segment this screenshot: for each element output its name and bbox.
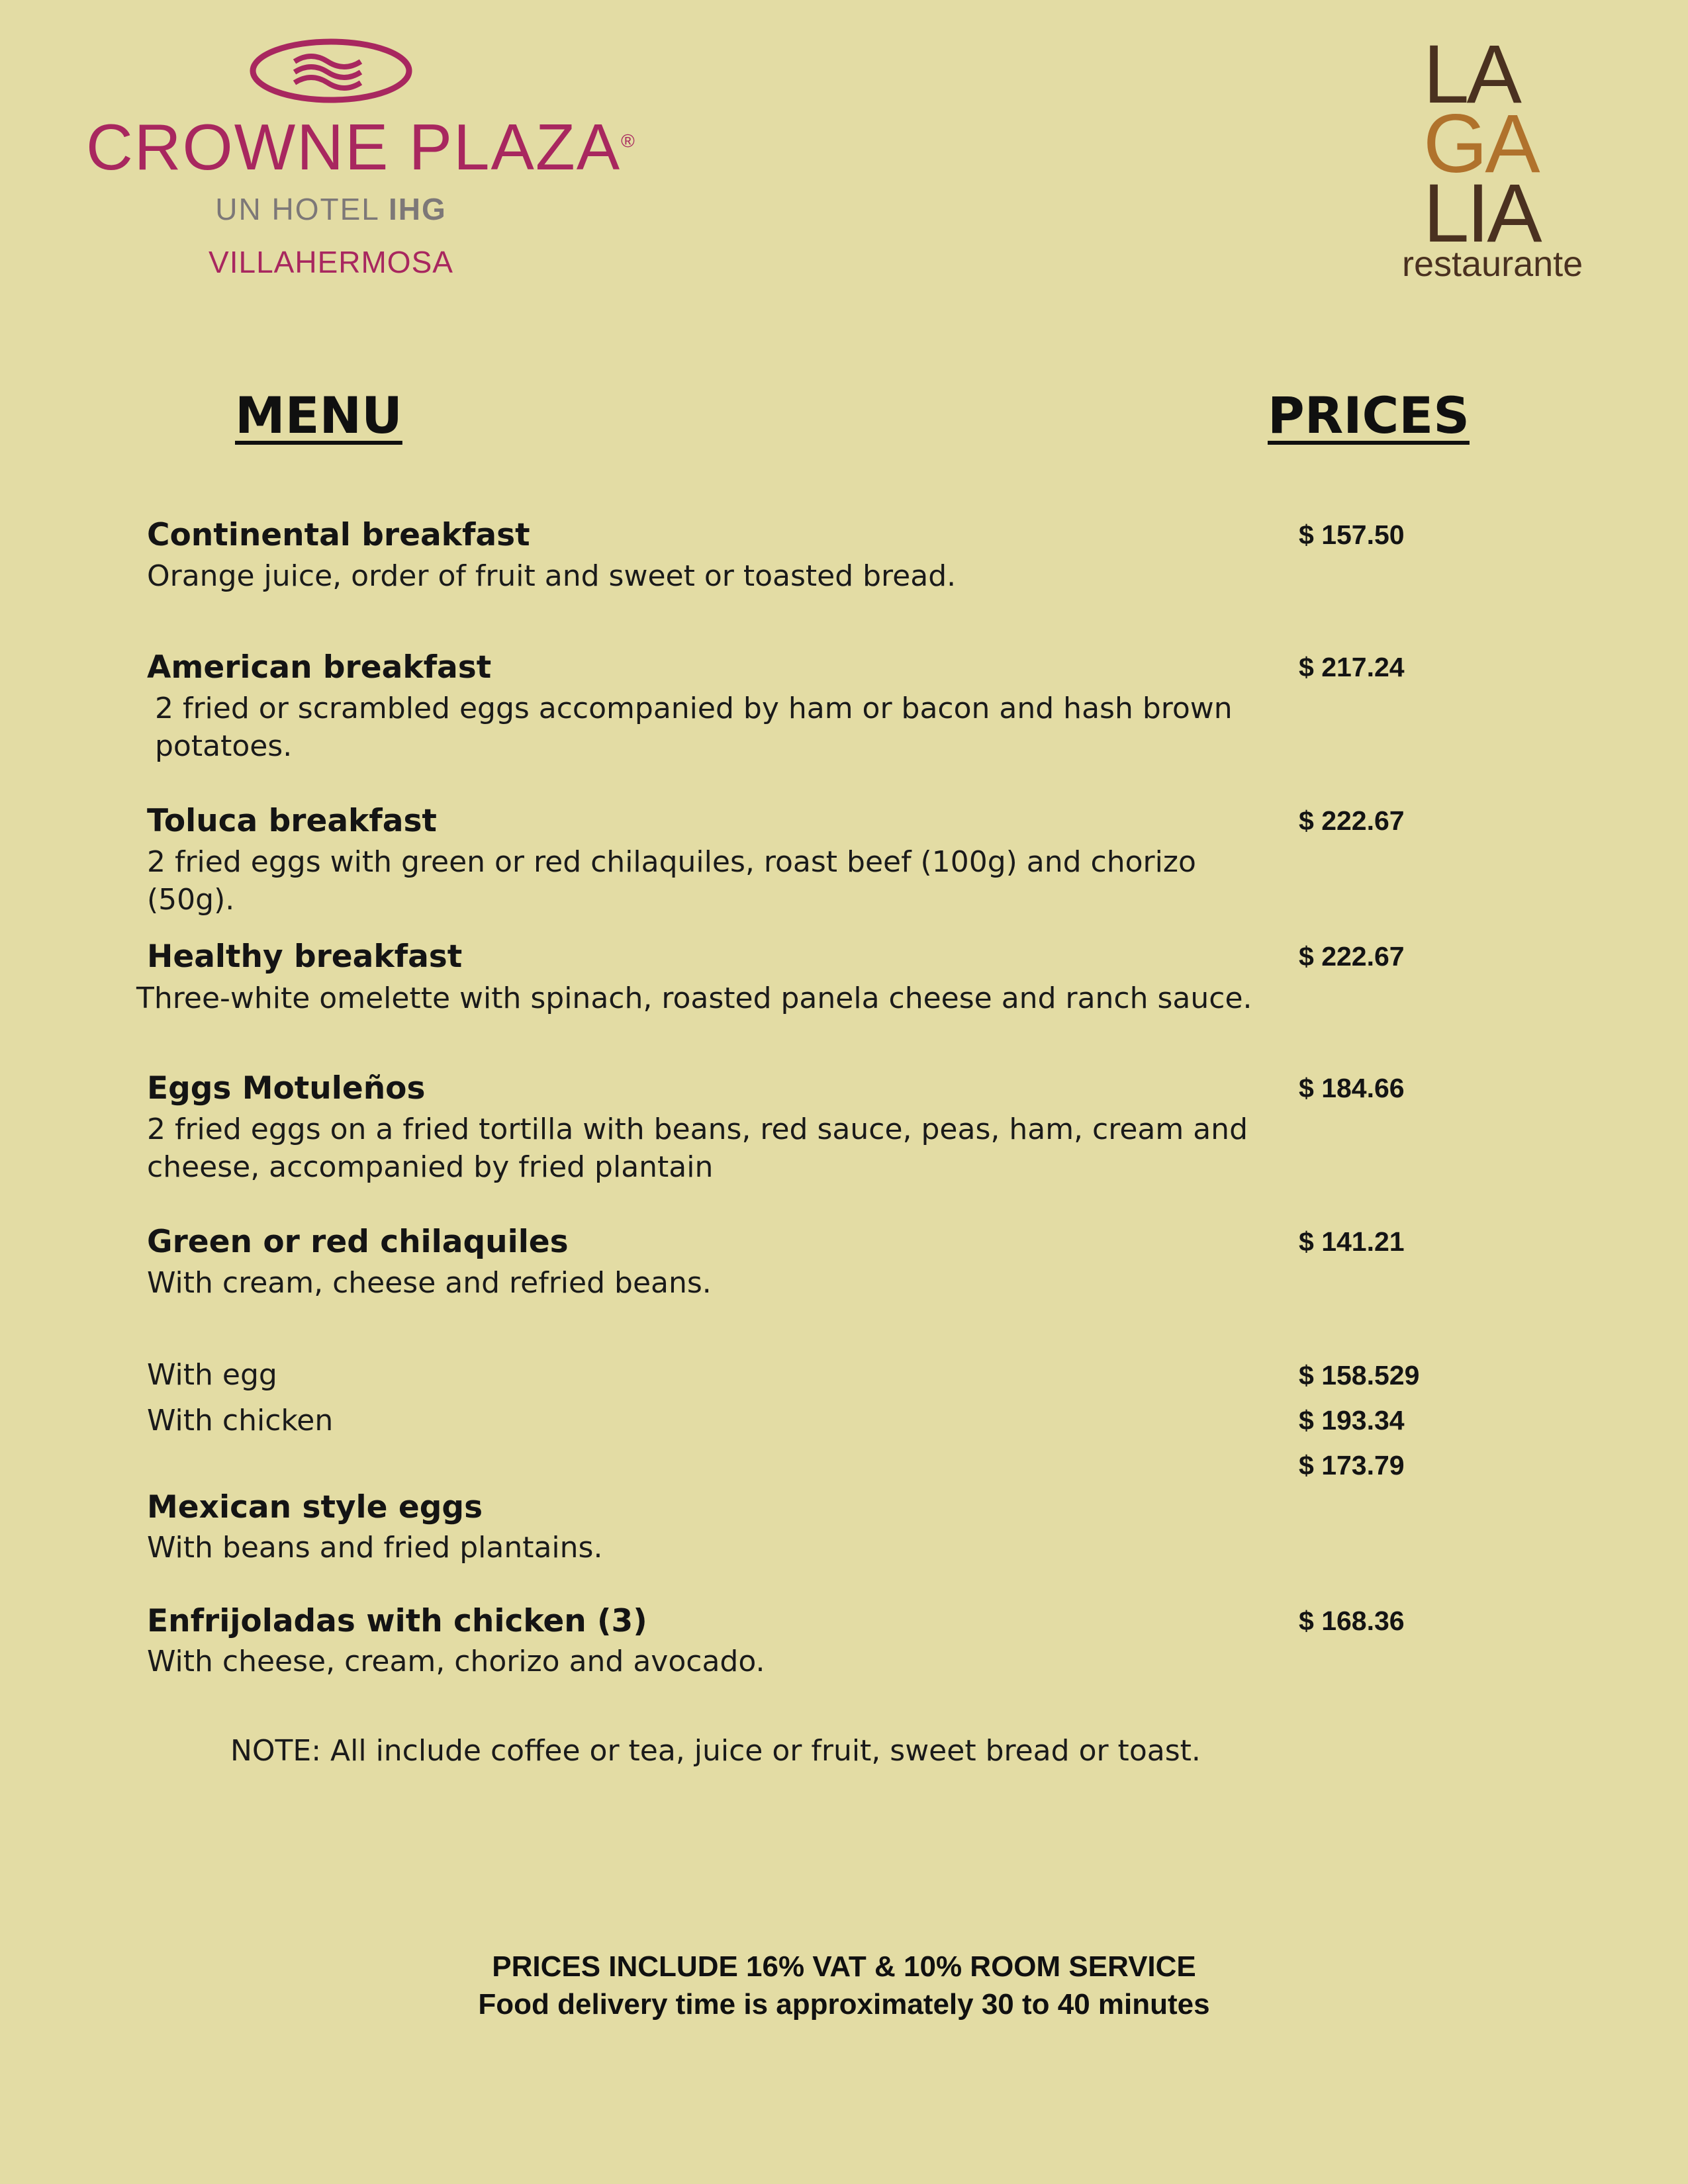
item-name: American breakfast — [147, 649, 492, 686]
crowne-plaza-tagline: UN HOTEL IHG — [215, 192, 447, 226]
item-name: Mexican style eggs — [147, 1489, 483, 1525]
item-name: Toluca breakfast — [147, 803, 437, 839]
item-price: $ 217.24 — [1299, 652, 1405, 682]
item-name: Continental breakfast — [147, 517, 530, 553]
crowne-plaza-brand: CROWNE PLAZA® — [86, 111, 636, 183]
item-description: With cheese, cream, chorizo and avocado. — [147, 1645, 765, 1678]
item-price: $ 141.21 — [1299, 1226, 1405, 1257]
item-name: Eggs Motuleños — [147, 1070, 426, 1107]
item-price: $ 222.67 — [1299, 941, 1405, 972]
item-name: Enfrijoladas with chicken (3) — [147, 1603, 647, 1639]
menu-heading: MENU — [235, 386, 402, 445]
option-label: With chicken — [147, 1404, 334, 1437]
item-description: Orange juice, order of fruit and sweet or toasted bread. — [147, 559, 957, 593]
item-description: 2 fried or scrambled eggs accompanied by ham or bacon and hash brown potatoes. — [155, 692, 1233, 763]
option-price: $ 193.34 — [1299, 1405, 1405, 1435]
la-galia-line-3: LIA — [1423, 167, 1540, 259]
option-price: $ 158.529 — [1299, 1360, 1420, 1390]
item-price: $ 222.67 — [1299, 805, 1405, 836]
la-galia-logo — [1390, 28, 1589, 291]
crowne-plaza-city: VILLAHERMOSA — [209, 245, 453, 279]
option-label: With egg — [147, 1358, 277, 1392]
prices-heading: PRICES — [1268, 386, 1470, 445]
crowne-plaza-logo — [86, 36, 636, 281]
item-name: Green or red chilaquiles — [147, 1224, 569, 1260]
item-description: With cream, cheese and refried beans. — [147, 1266, 712, 1300]
footer-prices-info: PRICES INCLUDE 16% VAT & 10% ROOM SERVICE — [492, 1950, 1196, 1983]
item-description: 2 fried eggs on a fried tortilla with beans, red sauce, peas, ham, cream and cheese, accompanied by fried plantain — [147, 1113, 1248, 1184]
la-galia-subtitle: restaurante — [1402, 244, 1583, 284]
la-galia-line-1: LA — [1423, 28, 1519, 120]
footer-delivery-info: Food delivery time is approximately 30 to 40 minutes — [478, 1988, 1210, 2021]
item-description: With beans and fried plantains. — [147, 1531, 603, 1565]
la-galia-line-2: GA — [1423, 98, 1538, 190]
item-price: $ 173.79 — [1299, 1450, 1405, 1480]
item-description: 2 fried eggs with green or red chilaquiles, roast beef (100g) and chorizo (50g). — [147, 845, 1196, 917]
item-price: $ 168.36 — [1299, 1606, 1405, 1636]
item-price: $ 157.50 — [1299, 520, 1405, 550]
item-name: Healthy breakfast — [147, 938, 463, 975]
item-description: Three-white omelette with spinach, roasted panela cheese and ranch sauce. — [136, 981, 1252, 1015]
menu-note: NOTE: All include coffee or tea, juice or fruit, sweet bread or toast. — [230, 1734, 1201, 1768]
item-price: $ 184.66 — [1299, 1073, 1405, 1103]
crowne-plaza-emblem-icon — [248, 36, 414, 106]
